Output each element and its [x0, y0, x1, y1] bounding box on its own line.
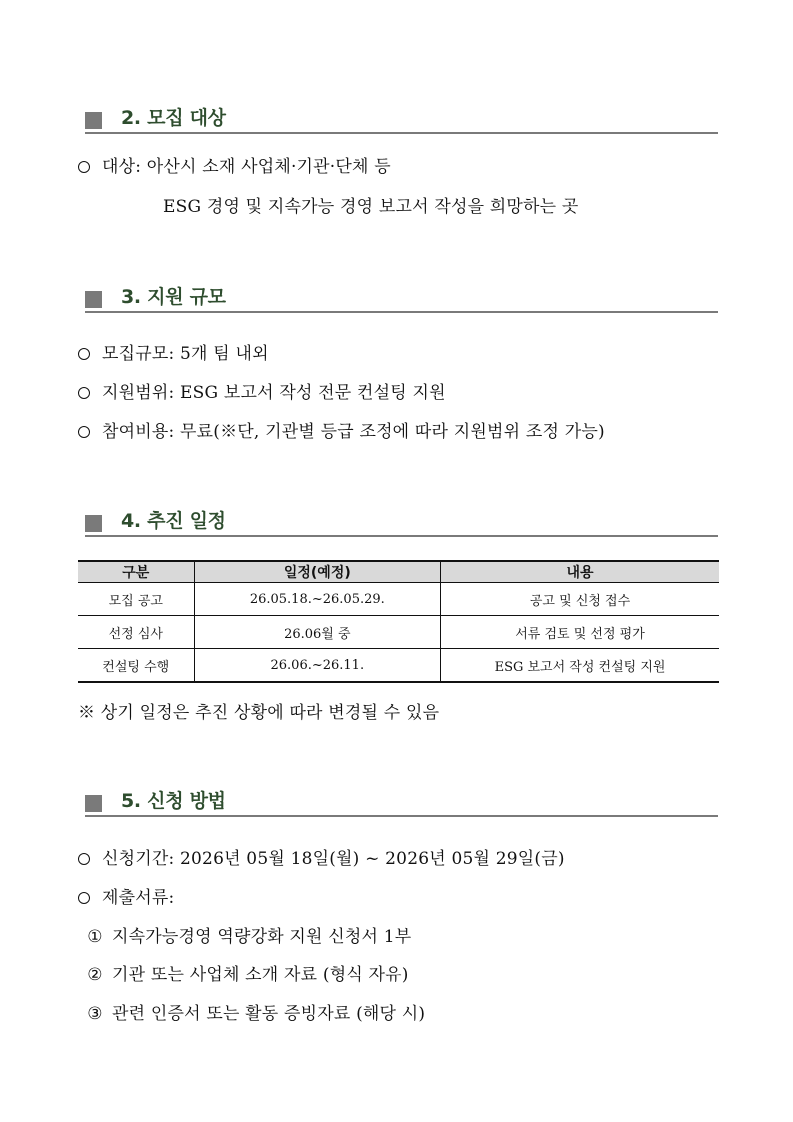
column-header: 내용 [441, 561, 719, 583]
document-item [84, 963, 409, 987]
circle-bullet-icon [78, 853, 90, 865]
circle-bullet-icon [78, 387, 90, 399]
section-divider [85, 311, 718, 313]
recruit-scale-text: 모집규모: 5개 팀 내외 [102, 344, 269, 364]
table-cell: 공고 및 신청 접수 [441, 583, 719, 616]
section-divider [85, 535, 718, 537]
section-5-header [85, 788, 718, 818]
section-marker-icon [85, 795, 102, 812]
item-text: 지속가능경영 역량강화 지원 신청서 1부 [112, 927, 412, 947]
target-text: 대상: 아산시 소재 사업체·기관·단체 등 [102, 157, 391, 177]
section-marker-icon [85, 112, 102, 129]
table-cell: 서류 검토 및 선정 평가 [441, 616, 719, 649]
item-number: ① [87, 927, 103, 947]
item-number: ③ [87, 1004, 103, 1024]
table-cell: 26.05.18.~26.05.29. [194, 583, 441, 616]
schedule-note: ※ 상기 일정은 추진 상황에 따라 변경될 수 있음 [78, 703, 440, 723]
support-scope-text: 지원범위: ESG 보고서 작성 전문 컨설팅 지원 [102, 383, 446, 403]
circle-bullet-icon [78, 348, 90, 360]
application-period-text: 신청기간: 2026년 05월 18일(월) ~ 2026년 05월 29일(금) [102, 849, 565, 869]
item-text: 관련 인증서 또는 활동 증빙자료 (해당 시) [112, 1004, 426, 1024]
table-cell: ESG 보고서 작성 컨설팅 지원 [441, 649, 719, 683]
documents-line [78, 886, 174, 910]
item-number: ② [87, 965, 103, 985]
schedule-table [78, 560, 719, 683]
document-item [84, 925, 411, 949]
section-title: 3. 지원 규모 [121, 286, 226, 308]
circle-bullet-icon [78, 426, 90, 438]
section-divider [85, 815, 718, 817]
table-header-row [78, 561, 719, 583]
circle-bullet-icon [78, 892, 90, 904]
table-row [78, 583, 719, 616]
table-row [78, 616, 719, 649]
table-cell: 컨설팅 수행 [78, 649, 194, 683]
documents-label: 제출서류: [102, 888, 175, 908]
item-text: 기관 또는 사업체 소개 자료 (형식 자유) [112, 965, 409, 985]
table-cell: 26.06월 중 [194, 616, 441, 649]
participation-cost-line [78, 420, 605, 444]
section-marker-icon [85, 291, 102, 308]
section-divider [85, 132, 718, 134]
circle-bullet-icon [78, 161, 90, 173]
column-header: 구분 [78, 561, 194, 583]
table-cell: 26.06.~26.11. [194, 649, 441, 683]
section-3-header [85, 284, 718, 314]
section-2-header [85, 105, 718, 135]
support-scope-line [78, 381, 446, 405]
section-4-header [85, 508, 718, 538]
document-item [84, 1002, 425, 1026]
target-detail: ESG 경영 및 지속가능 경영 보고서 작성을 희망하는 곳 [163, 197, 579, 217]
target-line [78, 155, 391, 179]
section-title: 4. 추진 일정 [121, 510, 226, 532]
section-title: 2. 모집 대상 [121, 107, 226, 129]
section-title: 5. 신청 방법 [121, 790, 226, 812]
table-row [78, 649, 719, 683]
section-marker-icon [85, 515, 102, 532]
column-header: 일정(예정) [194, 561, 441, 583]
participation-cost-text: 참여비용: 무료(※단, 기관별 등급 조정에 따라 지원범위 조정 가능) [102, 422, 605, 442]
table-cell: 선정 심사 [78, 616, 194, 649]
table-cell: 모집 공고 [78, 583, 194, 616]
recruit-scale-line [78, 342, 269, 366]
application-period-line [78, 847, 565, 871]
